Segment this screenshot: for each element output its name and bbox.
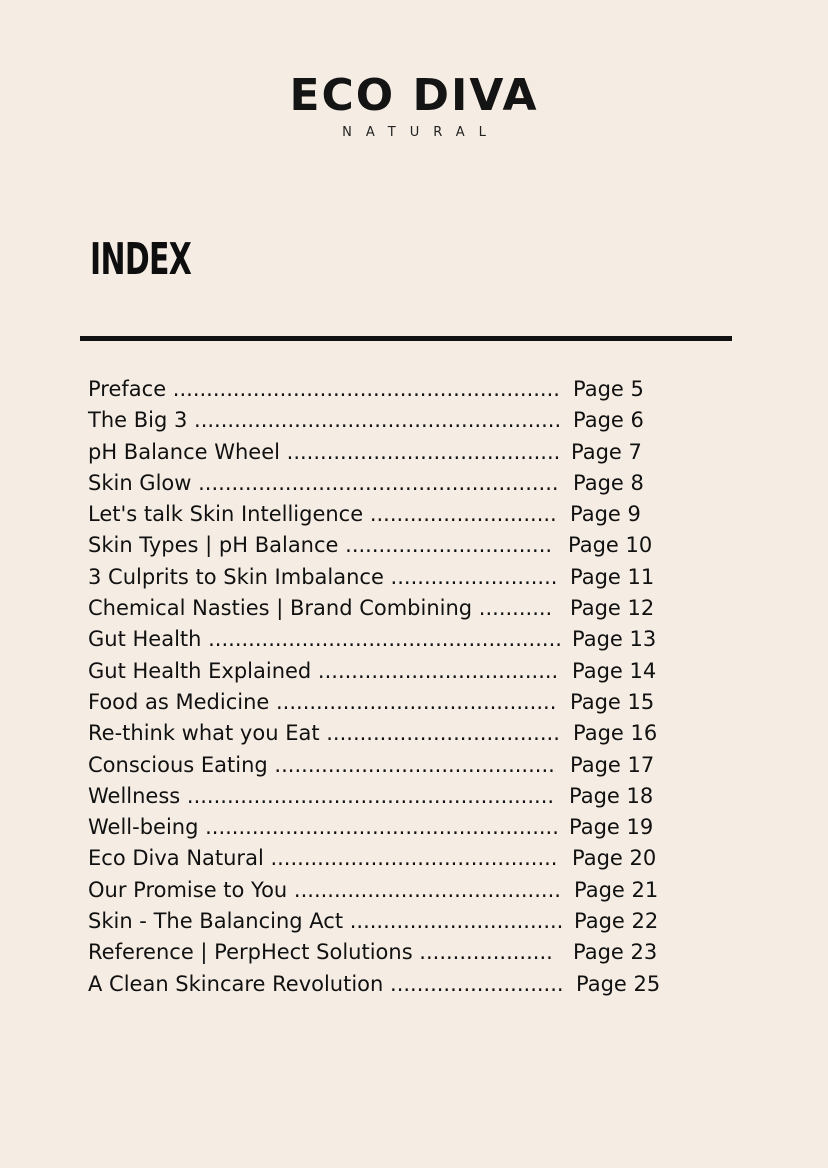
toc-entry-page: Page 22 (574, 909, 659, 934)
toc-entry-page: Page 10 (568, 533, 653, 558)
toc-entry-food-as-medicine (88, 687, 688, 718)
toc-entry-reference (88, 937, 688, 968)
toc-entry-balancing-act (88, 906, 688, 937)
toc-entry-skin-types (88, 530, 688, 561)
toc-entry-page: Page 18 (569, 783, 654, 808)
toc-entry-chemical-nasties (88, 593, 688, 624)
toc-entry-title: Gut Health Explained .................................... (88, 658, 559, 683)
toc-entry-page: Page 9 (570, 502, 641, 527)
index-heading: INDEX (90, 234, 192, 285)
toc-entry-page: Page 8 (573, 470, 644, 495)
toc-entry-title: A Clean Skincare Revolution .......................... (88, 971, 564, 996)
logo-wordmark: ECO DIVA (289, 70, 539, 121)
toc-entry-title: Food as Medicine .......................................... (88, 689, 557, 714)
toc-entry-page: Page 23 (573, 940, 658, 965)
toc-entry-title: Well-being ..................................................... (88, 815, 559, 840)
table-of-contents (88, 374, 688, 1000)
toc-entry-page: Page 20 (572, 846, 657, 871)
toc-entry-our-promise (88, 875, 688, 906)
toc-entry-title: Reference | PerpHect Solutions .................... (88, 940, 553, 965)
toc-entry-gut-health (88, 624, 688, 655)
toc-entry-page: Page 14 (572, 658, 657, 683)
toc-entry-gut-health-explained (88, 656, 688, 687)
toc-entry-title: Skin Glow ...................................................... (88, 470, 559, 495)
toc-entry-page: Page 13 (572, 627, 657, 652)
toc-entry-title: Gut Health ..................................................... (88, 627, 562, 652)
toc-entry-3-culprits (88, 562, 688, 593)
toc-entry-re-think-what-you-eat (88, 718, 688, 749)
toc-entry-skin-glow (88, 468, 688, 499)
toc-entry-page: Page 15 (570, 689, 655, 714)
toc-entry-well-being (88, 812, 688, 843)
toc-entry-page: Page 11 (570, 564, 655, 589)
toc-entry-page: Page 6 (573, 408, 644, 433)
toc-entry-eco-diva-natural (88, 843, 688, 874)
toc-entry-page: Page 16 (573, 721, 658, 746)
toc-entry-the-big-3 (88, 405, 688, 436)
toc-entry-title: Preface .......................................................... (88, 377, 560, 401)
toc-entry-title: Wellness ....................................................... (88, 783, 555, 808)
toc-entry-title: Chemical Nasties | Brand Combining ........... (88, 596, 553, 621)
toc-entry-page: Page 25 (576, 971, 661, 996)
toc-entry-title: The Big 3 ....................................................... (88, 408, 562, 433)
toc-entry-page: Page 12 (570, 596, 655, 621)
toc-entry-title: Eco Diva Natural ........................................... (88, 846, 558, 871)
toc-entry-page: Page 19 (569, 815, 654, 840)
toc-entry-title: 3 Culprits to Skin Imbalance ......................... (88, 564, 558, 589)
toc-entry-title: Skin - The Balancing Act ................................ (88, 909, 564, 934)
brand-logo (0, 72, 828, 141)
logo-tagline: NATURAL (342, 125, 500, 140)
toc-entry-page: Page 7 (571, 439, 642, 464)
toc-entry-title: Re-think what you Eat ................................... (88, 721, 560, 746)
toc-entry-preface (88, 374, 688, 405)
toc-entry-ph-balance-wheel (88, 437, 688, 468)
heading-divider (80, 336, 732, 341)
toc-entry-page: Page 5 (573, 377, 644, 401)
toc-entry-title: Our Promise to You ........................................ (88, 877, 561, 902)
toc-entry-title: Let's talk Skin Intelligence ............................ (88, 502, 557, 527)
toc-entry-wellness (88, 781, 688, 812)
toc-entry-title: Conscious Eating .......................................... (88, 752, 555, 777)
toc-entry-page: Page 17 (570, 752, 655, 777)
toc-entry-skin-intelligence (88, 499, 688, 530)
toc-entry-title: Skin Types | pH Balance ............................... (88, 533, 553, 558)
toc-entry-page: Page 21 (574, 877, 659, 902)
toc-entry-title: pH Balance Wheel ......................................... (88, 439, 561, 464)
toc-entry-clean-skincare-revolution (88, 969, 688, 1000)
toc-entry-conscious-eating (88, 750, 688, 781)
